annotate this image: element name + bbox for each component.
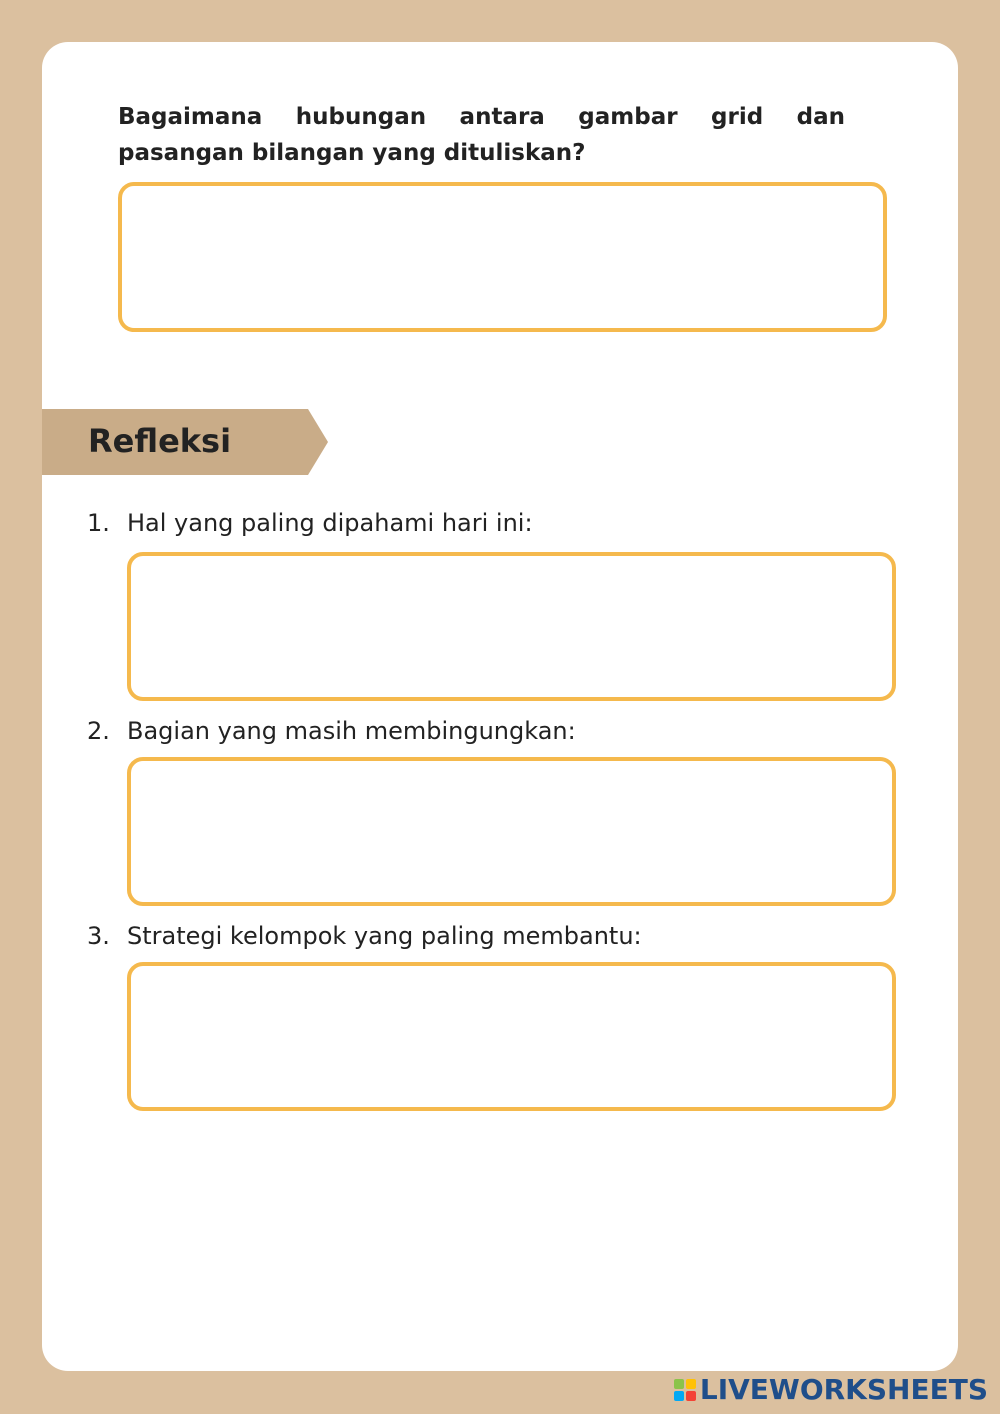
reflection-item-label: Bagian yang masih membingungkan:: [127, 717, 576, 745]
logo-text: LIVEWORKSHEETS: [699, 1373, 988, 1406]
reflection-item-number: 2.: [87, 717, 110, 745]
liveworksheets-logo-icon: [674, 1379, 696, 1401]
question-answer-input[interactable]: [118, 182, 887, 332]
reflection-answer-input-1[interactable]: [127, 552, 896, 701]
reflection-item-label: Hal yang paling dipahami hari ini:: [127, 509, 533, 537]
reflection-item-1: [87, 508, 533, 538]
reflection-answer-input-2[interactable]: [127, 757, 896, 906]
reflection-item-number: 3.: [87, 922, 110, 950]
reflection-item-label: Strategi kelompok yang paling membantu:: [127, 922, 642, 950]
reflection-item-3: [87, 921, 642, 951]
reflection-item-number: 1.: [87, 509, 110, 537]
liveworksheets-logo[interactable]: [674, 1374, 988, 1406]
section-title: Refleksi: [88, 422, 232, 460]
reflection-item-2: [87, 716, 576, 746]
reflection-answer-input-3[interactable]: [127, 962, 896, 1111]
question-text: Bagaimana hubungan antara gambar grid dan pasangan bilangan yang dituliskan?: [118, 104, 845, 166]
